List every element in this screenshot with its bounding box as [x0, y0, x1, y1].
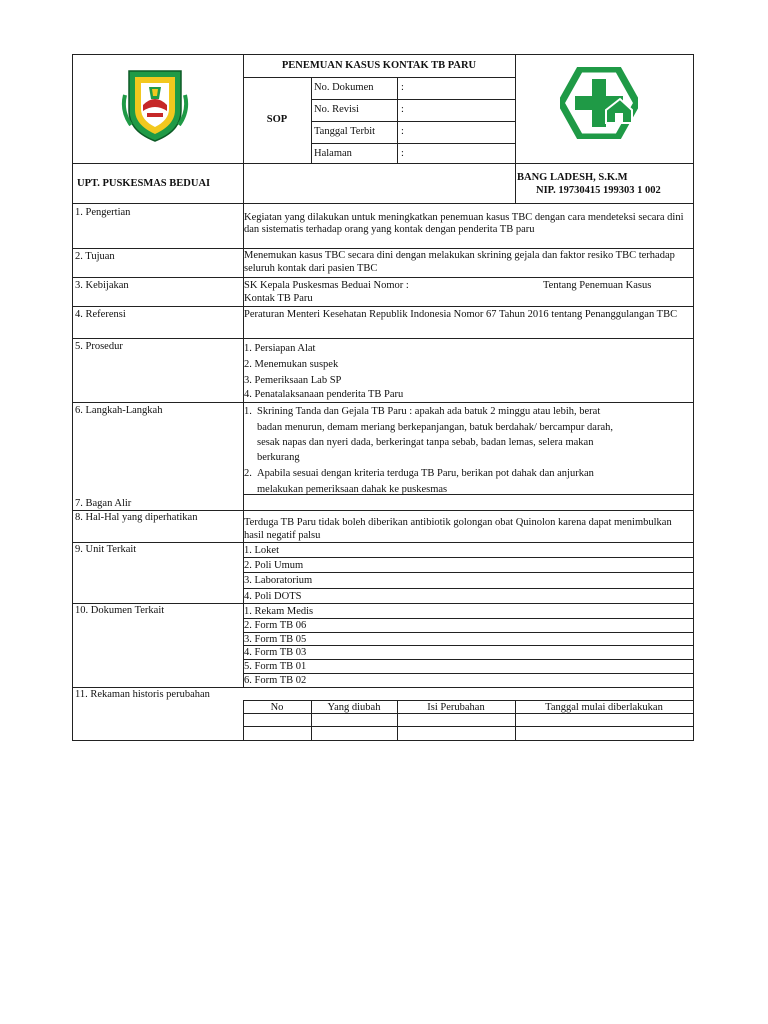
- row-line: [243, 572, 693, 573]
- sop-divider: [311, 77, 312, 163]
- dokumen-item: 4. Form TB 03: [244, 647, 307, 658]
- langkah-item-2-line: melakukan pemeriksaan dahak ke puskesmas: [257, 484, 448, 495]
- row-line: [73, 277, 693, 278]
- langkah-item-1-number: 1.: [244, 406, 252, 417]
- langkah-item-1-line: badan menurun, demam meriang berkepanjangan, batuk berdahak/ bercampur darah,: [257, 422, 613, 433]
- pengertian-text: Kegiatan yang dilakukan untuk meningkatkan penemuan kasus TBC dengan cara mendeteksi secara dini dan sistematis terhadap orang yang kontak dengan penderita TB paru: [244, 212, 684, 235]
- history-col-tanggal: Tanggal mulai diberlakukan: [545, 702, 663, 713]
- row-line: [243, 659, 693, 660]
- meta-label-no-revisi: No. Revisi: [314, 104, 359, 115]
- row-line: [243, 632, 693, 633]
- label-hal-diperhatikan: 8. Hal-Hal yang diperhatikan: [75, 512, 198, 523]
- row-line: [243, 673, 693, 674]
- row-line: [73, 306, 693, 307]
- meta-sep: :: [401, 104, 404, 115]
- regional-crest-logo: [119, 65, 191, 148]
- row-line: [73, 542, 693, 543]
- prosedur-item: 1. Persiapan Alat: [244, 343, 316, 354]
- hal-diperhatikan-text: Terduga TB Paru tidak boleh diberikan antibiotik golongan obat Quinolon karena dapat menimbulkan hasil negatif palsu: [244, 517, 672, 541]
- label-dokumen-terkait: 10. Dokumen Terkait: [75, 605, 165, 616]
- meta-value-divider: [397, 77, 398, 163]
- label-rekaman-historis: 11. Rekaman historis perubahan: [75, 689, 210, 700]
- label-langkah: 6. Langkah-Langkah: [75, 405, 163, 416]
- langkah-item-1-line: sesak napas dan nyeri dada, berkeringat tanpa sebab, badan lemas, selera makan: [257, 437, 594, 448]
- prosedur-item: 2. Menemukan suspek: [244, 359, 339, 370]
- label-referensi: 4. Referensi: [75, 309, 126, 320]
- label-unit-terkait: 9. Unit Terkait: [75, 544, 137, 555]
- unit-item: 3. Laboratorium: [244, 575, 313, 586]
- langkah-item-2-line: Apabila sesuai dengan kriteria terduga TB Paru, berikan pot dahak dan anjurkan: [257, 468, 594, 479]
- kebijakan-text-a: SK Kepala Puskesmas Beduai Nomor :: [244, 280, 409, 291]
- header-right-divider: [515, 55, 516, 203]
- row-line: [243, 618, 693, 619]
- dokumen-item: 5. Form TB 01: [244, 661, 307, 672]
- label-tujuan: 2. Tujuan: [75, 251, 115, 262]
- meta-row-line: [311, 143, 515, 144]
- unit-item: 2. Poli Umum: [244, 560, 304, 571]
- history-col-no: No: [270, 702, 284, 713]
- meta-label-no-dokumen: No. Dokumen: [314, 82, 374, 93]
- header-bottom-line: [73, 203, 693, 204]
- signer-name: BANG LADESH, S.K.M: [517, 172, 628, 183]
- langkah-item-2-number: 2.: [244, 468, 252, 479]
- document-title: PENEMUAN KASUS KONTAK TB PARU: [281, 60, 477, 71]
- row-line: [73, 603, 693, 604]
- dokumen-item: 6. Form TB 02: [244, 675, 307, 686]
- meta-label-halaman: Halaman: [314, 148, 352, 159]
- dokumen-item: 1. Rekam Medis: [244, 606, 314, 617]
- label-pengertian: 1. Pengertian: [75, 207, 131, 218]
- meta-label-tanggal-terbit: Tanggal Terbit: [314, 126, 376, 137]
- meta-sep: :: [401, 82, 404, 93]
- langkah-item-1-line: Skrining Tanda dan Gejala TB Paru : apakah ada batuk 2 minggu atau lebih, berat: [257, 406, 601, 417]
- signer-nip: NIP. 19730415 199303 1 002: [536, 185, 661, 196]
- label-bagan-alir: 7. Bagan Alir: [75, 498, 132, 509]
- tujuan-text: Menemukan kasus TBC secara dini dengan melakukan skrining gejala dan faktor resiko TBC terhadap seluruh kontak dari pasien TBC: [244, 250, 675, 274]
- langkah-item-1-line: berkurang: [257, 452, 300, 463]
- row-line: [243, 588, 693, 589]
- sop-label: SOP: [266, 114, 288, 125]
- organization-name: UPT. PUSKESMAS BEDUAI: [77, 178, 211, 189]
- prosedur-item: 4. Penatalaksanaan penderita TB Paru: [244, 389, 404, 400]
- unit-item: 4. Poli DOTS: [244, 591, 302, 602]
- dokumen-item: 2. Form TB 06: [244, 620, 307, 631]
- title-bottom-line: [243, 77, 515, 78]
- row-line: [243, 645, 693, 646]
- referensi-text: Peraturan Menteri Kesehatan Republik Indonesia Nomor 67 Tahun 2016 tentang Penanggulangan TBC: [244, 309, 678, 320]
- row-line: [73, 402, 693, 403]
- meta-row-line: [311, 99, 515, 100]
- dokumen-item: 3. Form TB 05: [244, 634, 307, 645]
- kebijakan-text-c: Kontak TB Paru: [244, 293, 313, 304]
- history-col-yang-diubah: Yang diubah: [327, 702, 381, 713]
- unit-item: 1. Loket: [244, 545, 279, 556]
- row-line: [73, 338, 693, 339]
- header-mid-line: [73, 163, 693, 164]
- prosedur-item: 3. Pemeriksaan Lab SP: [244, 375, 342, 386]
- meta-sep: :: [401, 148, 404, 159]
- meta-sep: :: [401, 126, 404, 137]
- row-line: [243, 557, 693, 558]
- kebijakan-text-b: Tentang Penemuan Kasus: [543, 280, 652, 291]
- history-col-isi-perubahan: Isi Perubahan: [427, 702, 485, 713]
- sop-document: [72, 54, 694, 741]
- label-kebijakan: 3. Kebijakan: [75, 280, 129, 291]
- meta-row-line: [311, 121, 515, 122]
- label-prosedur: 5. Prosedur: [75, 341, 123, 352]
- puskesmas-logo: [560, 67, 638, 144]
